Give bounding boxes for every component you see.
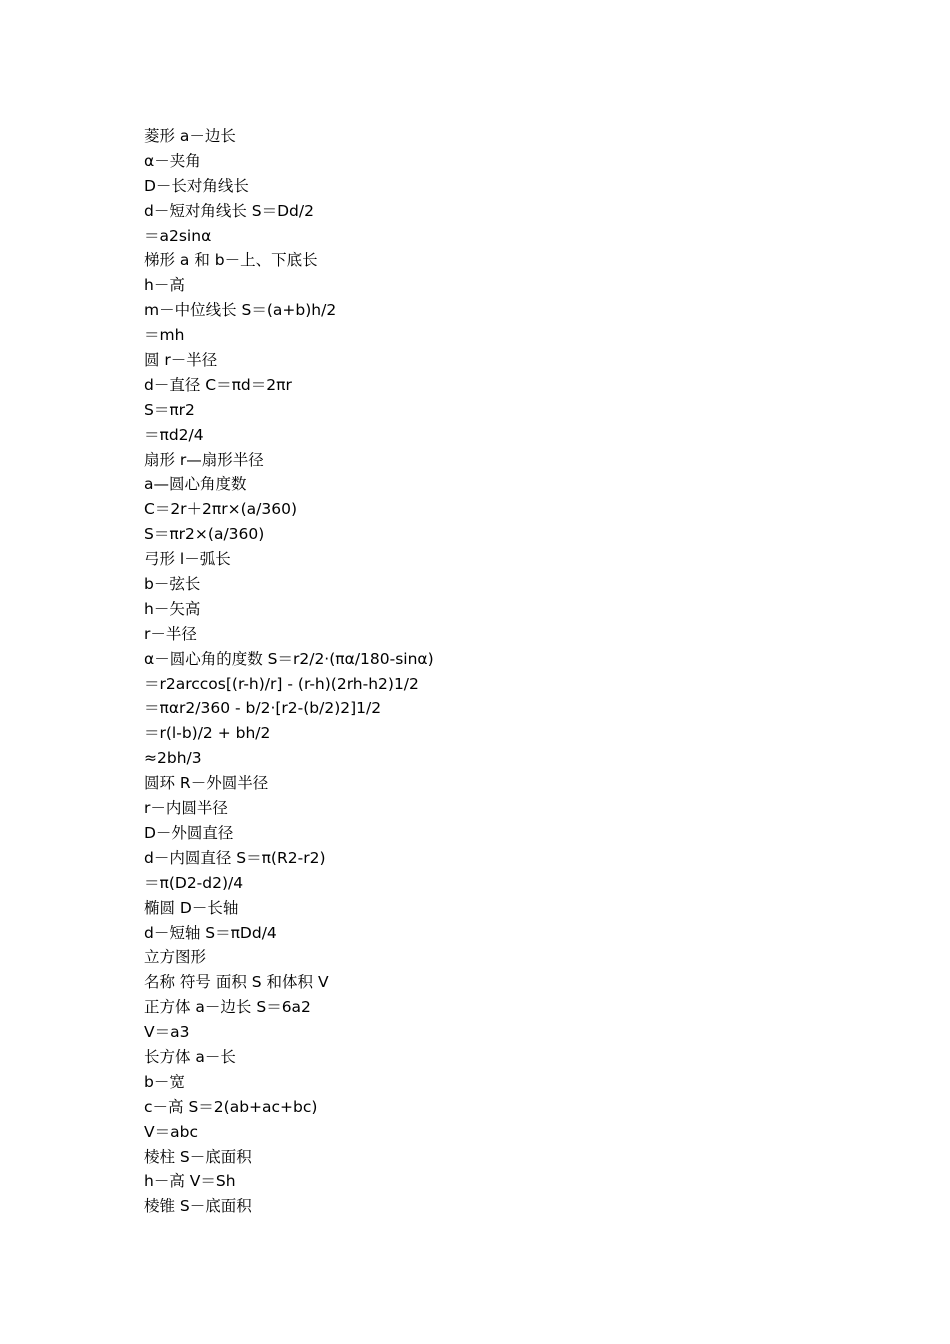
text-line: 立方图形 xyxy=(144,948,207,967)
text-line: 弓形 l－弧长 xyxy=(144,550,231,569)
text-line: ≈2bh/3 xyxy=(144,749,202,768)
text-line: ＝παr2/360 - b/2·[r2-(b/2)2]1/2 xyxy=(144,699,382,718)
text-line: α－夹角 xyxy=(144,151,201,170)
text-line: 梯形 a 和 b－上、下底长 xyxy=(144,251,318,270)
text-line: 名称 符号 面积 S 和体积 V xyxy=(144,973,329,992)
text-line: 圆 r－半径 xyxy=(144,351,218,370)
text-line: h－矢高 xyxy=(144,599,201,618)
text-line: ＝r2arccos[(r-h)/r] - (r-h)(2rh-h2)1/2 xyxy=(144,674,419,693)
text-line: D－外圆直径 xyxy=(144,823,234,842)
text-line: c－高 S＝2(ab+ac+bc) xyxy=(144,1097,318,1116)
text-line: S＝πr2 xyxy=(144,400,195,419)
text-line: 椭圆 D－长轴 xyxy=(144,898,239,917)
text-line: d－短对角线长 S＝Dd/2 xyxy=(144,201,314,220)
text-line: d－内圆直径 S＝π(R2-r2) xyxy=(144,848,326,867)
text-line: V＝abc xyxy=(144,1122,198,1141)
text-line: ＝r(l-b)/2 + bh/2 xyxy=(144,724,271,743)
text-line: 扇形 r—扇形半径 xyxy=(144,450,264,469)
text-line: 圆环 R－外圆半径 xyxy=(144,774,269,793)
text-line: h－高 xyxy=(144,276,185,295)
formula-text-block xyxy=(144,124,434,1219)
text-line: ＝mh xyxy=(144,326,185,345)
text-line: r－半径 xyxy=(144,624,197,643)
text-line: ＝πd2/4 xyxy=(144,425,204,444)
text-line: 棱柱 S－底面积 xyxy=(144,1147,252,1166)
text-line: C＝2r＋2πr×(a/360) xyxy=(144,500,298,519)
text-line: 菱形 a－边长 xyxy=(144,127,236,145)
text-line: V＝a3 xyxy=(144,1023,190,1042)
text-line: D－长对角线长 xyxy=(144,176,249,195)
text-line: 棱锥 S－底面积 xyxy=(144,1197,252,1216)
text-line: α－圆心角的度数 S＝r2/2·(πα/180-sinα) xyxy=(144,649,434,668)
text-line: r－内圆半径 xyxy=(144,799,228,818)
text-line: d－短轴 S＝πDd/4 xyxy=(144,923,277,942)
text-line: a—圆心角度数 xyxy=(144,475,247,494)
text-line: b－弦长 xyxy=(144,575,201,594)
text-line: m－中位线长 S＝(a+b)h/2 xyxy=(144,301,337,320)
text-line: ＝π(D2-d2)/4 xyxy=(144,873,244,892)
text-line: d－直径 C＝πd＝2πr xyxy=(144,375,292,394)
text-line: ＝a2sinα xyxy=(144,226,212,245)
text-line: b－宽 xyxy=(144,1072,185,1091)
text-line: S＝πr2×(a/360) xyxy=(144,525,265,544)
text-line: h－高 V＝Sh xyxy=(144,1172,236,1191)
text-line: 长方体 a－长 xyxy=(144,1047,236,1066)
text-line: 正方体 a－边长 S＝6a2 xyxy=(144,998,311,1017)
